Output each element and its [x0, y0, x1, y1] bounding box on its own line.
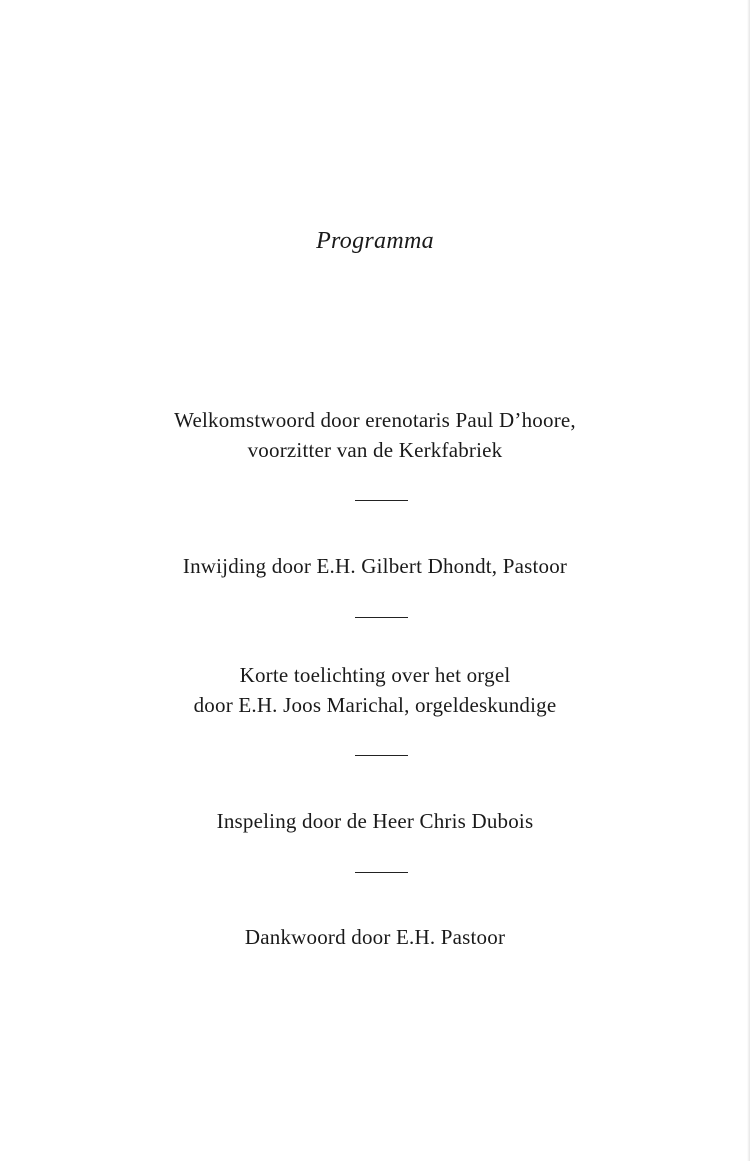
program-item-line: Inwijding door E.H. Gilbert Dhondt, Pastoor: [182, 554, 568, 578]
separator-rule: [355, 617, 408, 618]
program-item-line: Welkomstwoord door erenotaris Paul D’hoore,: [174, 408, 576, 432]
program-item-line: Korte toelichting over het orgel: [239, 663, 511, 687]
program-item-inaugural-playing: [0, 806, 750, 836]
program-item-organ-explanation: [0, 660, 750, 720]
separator-rule: [355, 500, 408, 501]
program-item-consecration: [0, 551, 750, 581]
separator-rule: [355, 755, 408, 756]
program-item-line: Inspeling door de Heer Chris Dubois: [216, 809, 534, 833]
program-item-line: Dankwoord door E.H. Pastoor: [244, 925, 506, 949]
program-item-line: door E.H. Joos Marichal, orgeldeskundige: [193, 693, 557, 717]
program-item-thanks: [0, 922, 750, 952]
program-title: Programma: [316, 228, 434, 254]
separator-rule: [355, 872, 408, 873]
program-item-line: voorzitter van de Kerkfabriek: [247, 438, 503, 462]
program-item-welcome: [0, 405, 750, 465]
